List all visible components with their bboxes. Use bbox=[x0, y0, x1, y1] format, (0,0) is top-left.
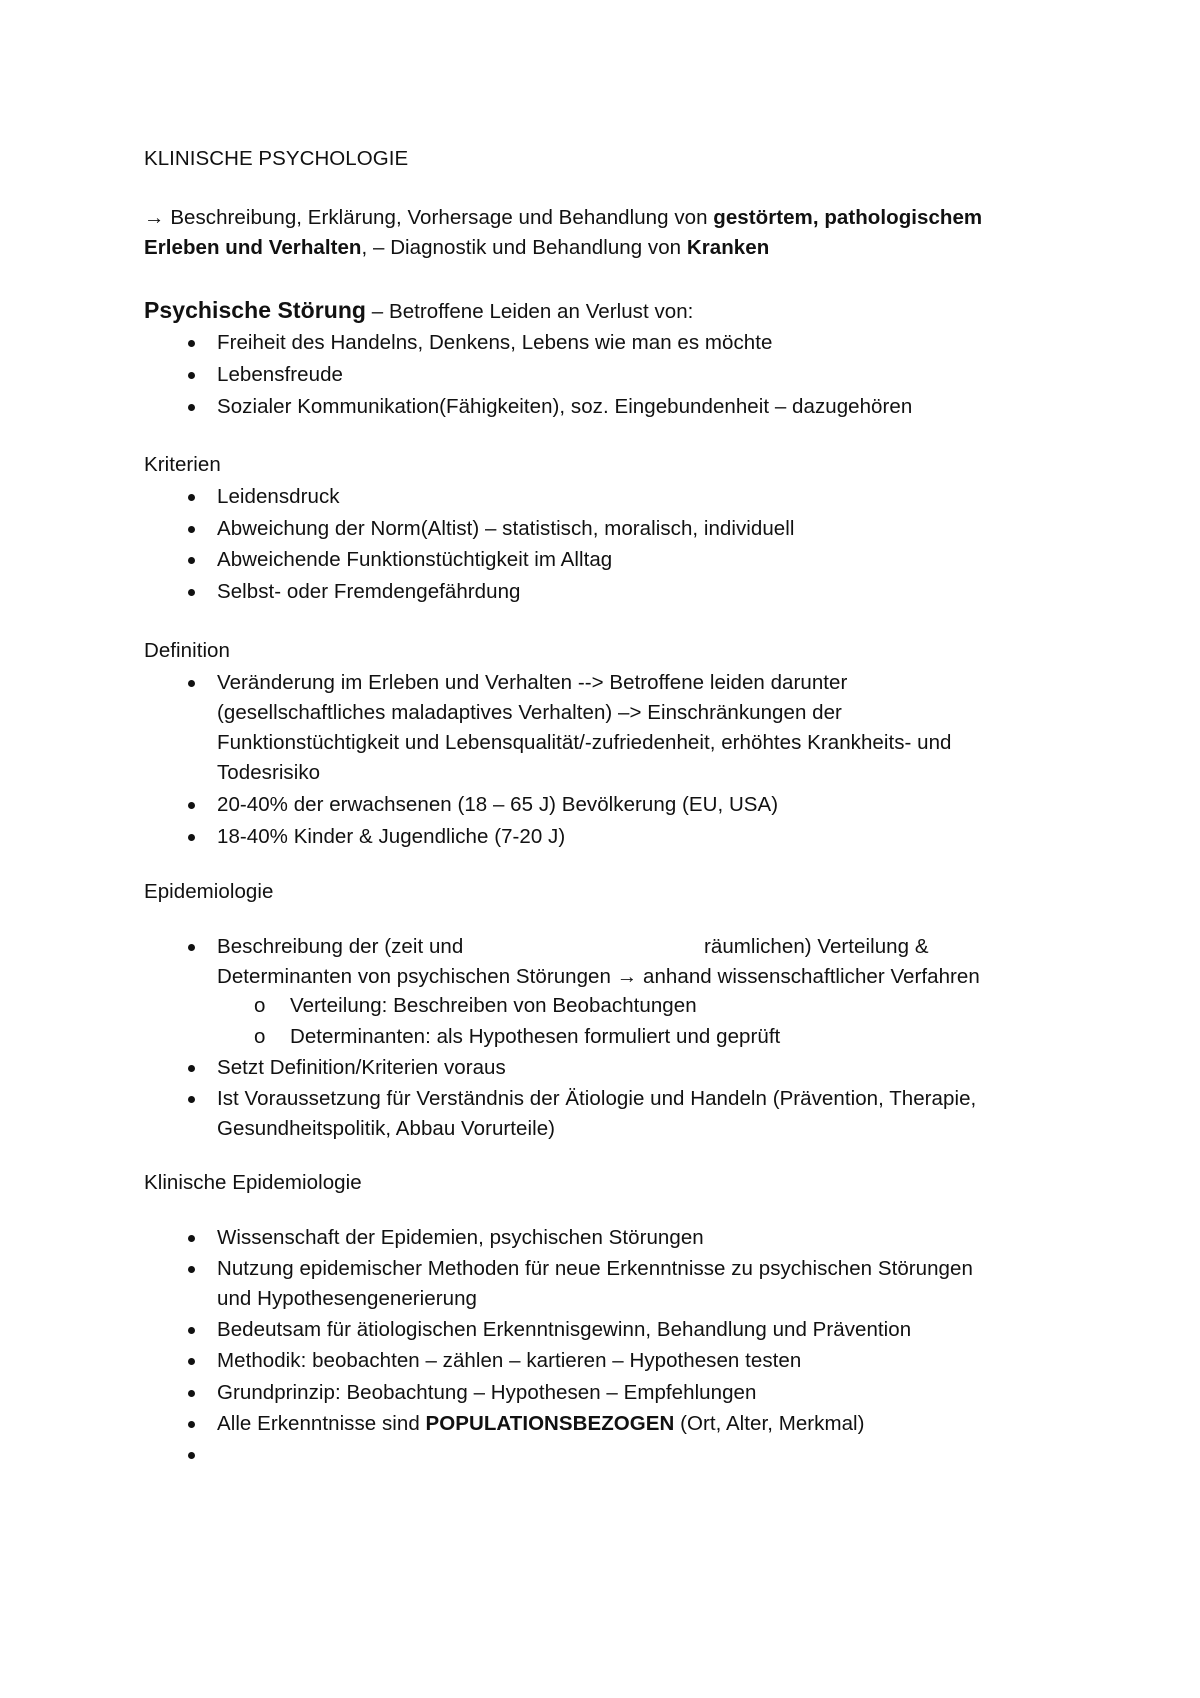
bullet-icon bbox=[188, 1452, 195, 1459]
sub-list-item: Verteilung: Beschreiben von Beobachtungen bbox=[290, 994, 697, 1017]
bullet-icon bbox=[188, 340, 195, 347]
list-item: Freiheit des Handelns, Denkens, Lebens wie man es möchte bbox=[217, 331, 773, 354]
arrow-icon: → bbox=[616, 965, 638, 988]
list-item-line: Ist Voraussetzung für Verständnis der Ätiologie und Handeln (Prävention, Therapie, bbox=[217, 1087, 977, 1110]
psych-heading-line bbox=[144, 297, 693, 325]
list-item bbox=[217, 1411, 865, 1437]
psych-heading-rest: – Betroffene Leiden an Verlust von: bbox=[366, 300, 694, 323]
bullet-icon bbox=[188, 526, 195, 533]
list-item-line: Beschreibung der (zeit und bbox=[217, 935, 464, 958]
sub-bullet-icon: o bbox=[254, 994, 266, 1017]
bullet-icon bbox=[188, 1390, 195, 1397]
list-item-line: Todesrisiko bbox=[217, 761, 321, 784]
intro-line-1 bbox=[144, 205, 982, 231]
list-item: Sozialer Kommunikation(Fähigkeiten), soz. Eingebundenheit – dazugehören bbox=[217, 395, 913, 418]
bullet-icon bbox=[188, 404, 195, 411]
list-item: Grundprinzip: Beobachtung – Hypothesen – Empfehlungen bbox=[217, 1381, 757, 1404]
bullet-icon bbox=[188, 494, 195, 501]
section-heading: Psychische Störung bbox=[144, 297, 367, 323]
list-item-text: (Ort, Alter, Merkmal) bbox=[674, 1412, 865, 1435]
intro-bold-text: Kranken bbox=[686, 236, 770, 259]
list-item: Abweichende Funktionstüchtigkeit im Alltag bbox=[217, 548, 613, 571]
bullet-icon bbox=[188, 557, 195, 564]
intro-text: Beschreibung, Erklärung, Vorhersage und Behandlung von bbox=[170, 206, 714, 229]
list-item: Bedeutsam für ätiologischen Erkenntnisgewinn, Behandlung und Prävention bbox=[217, 1318, 912, 1341]
list-item: Methodik: beobachten – zählen – kartieren – Hypothesen testen bbox=[217, 1349, 802, 1372]
list-item-line: Veränderung im Erleben und Verhalten --> Betroffene leiden darunter bbox=[217, 671, 848, 694]
bullet-icon bbox=[188, 589, 195, 596]
bullet-icon bbox=[188, 1235, 195, 1242]
sub-bullet-icon: o bbox=[254, 1025, 266, 1048]
intro-line-2 bbox=[144, 235, 769, 261]
list-item-text: Determinanten von psychischen Störungen bbox=[217, 965, 617, 988]
bullet-icon bbox=[188, 680, 195, 687]
list-item: 20-40% der erwachsenen (18 – 65 J) Bevölkerung (EU, USA) bbox=[217, 793, 779, 816]
list-item-line bbox=[217, 964, 980, 990]
list-item: Selbst- oder Fremdengefährdung bbox=[217, 580, 521, 603]
list-item-line: (gesellschaftliches maladaptives Verhalten) –> Einschränkungen der bbox=[217, 701, 842, 724]
list-item: Leidensdruck bbox=[217, 485, 340, 508]
bullet-icon bbox=[188, 1065, 195, 1072]
section-heading: Definition bbox=[144, 639, 230, 662]
list-item-line: Funktionstüchtigkeit und Lebensqualität/-zufriedenheit, erhöhtes Krankheits- und bbox=[217, 731, 952, 754]
bullet-icon bbox=[188, 834, 195, 841]
bullet-icon bbox=[188, 1096, 195, 1103]
list-item-line: räumlichen) Verteilung & bbox=[704, 935, 929, 958]
bullet-icon bbox=[188, 802, 195, 809]
intro-bold-text: Erleben und Verhalten bbox=[144, 236, 362, 259]
document-title: KLINISCHE PSYCHOLOGIE bbox=[144, 147, 409, 170]
list-item-bold-text: POPULATIONSBEZOGEN bbox=[425, 1412, 675, 1435]
arrow-icon: → bbox=[144, 206, 165, 229]
bullet-icon bbox=[188, 1358, 195, 1365]
list-item-text: Alle Erkenntnisse sind bbox=[217, 1412, 426, 1435]
bullet-icon bbox=[188, 372, 195, 379]
intro-bold-text: gestörtem, pathologischem bbox=[713, 206, 983, 229]
intro-text: , – Diagnostik und Behandlung von bbox=[361, 236, 687, 259]
bullet-icon bbox=[188, 1421, 195, 1428]
list-item: Setzt Definition/Kriterien voraus bbox=[217, 1056, 506, 1079]
list-item-line: Gesundheitspolitik, Abbau Vorurteile) bbox=[217, 1117, 556, 1140]
list-item: 18-40% Kinder & Jugendliche (7-20 J) bbox=[217, 825, 566, 848]
list-item: Lebensfreude bbox=[217, 363, 343, 386]
section-heading: Epidemiologie bbox=[144, 880, 274, 903]
bullet-icon bbox=[188, 1266, 195, 1273]
bullet-icon bbox=[188, 944, 195, 951]
list-item-text: anhand wissenschaftlicher Verfahren bbox=[637, 965, 980, 988]
bullet-icon bbox=[188, 1327, 195, 1334]
list-item-line: und Hypothesengenerierung bbox=[217, 1287, 477, 1310]
sub-list-item: Determinanten: als Hypothesen formuliert und geprüft bbox=[290, 1025, 781, 1048]
list-item-line: Nutzung epidemischer Methoden für neue Erkenntnisse zu psychischen Störungen bbox=[217, 1257, 973, 1280]
list-item: Abweichung der Norm(Altist) – statistisch, moralisch, individuell bbox=[217, 517, 795, 540]
section-heading: Klinische Epidemiologie bbox=[144, 1171, 362, 1194]
list-item: Wissenschaft der Epidemien, psychischen Störungen bbox=[217, 1226, 704, 1249]
section-heading: Kriterien bbox=[144, 453, 221, 476]
